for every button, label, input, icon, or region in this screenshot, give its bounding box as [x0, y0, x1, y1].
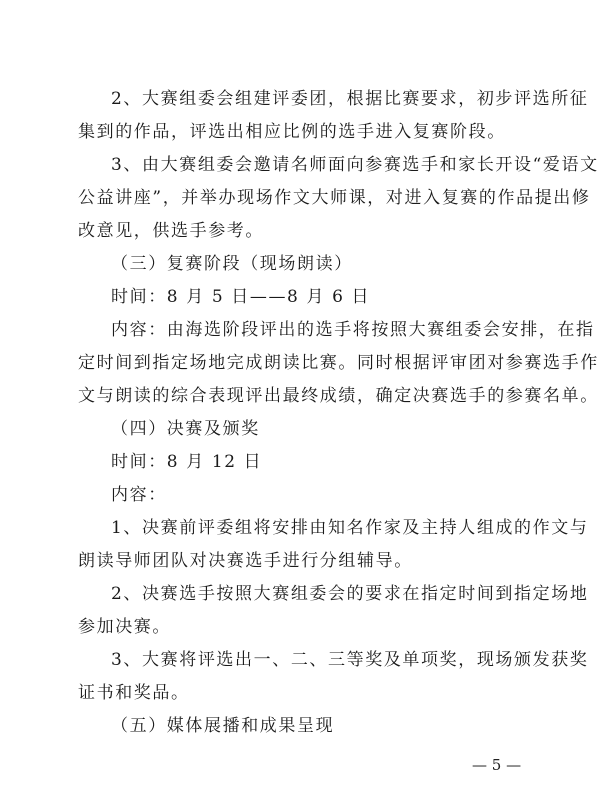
document-body: [78, 83, 599, 743]
page-number: — 5 —: [472, 756, 522, 774]
text-line: 证书和奖品。: [78, 683, 190, 703]
text-line: 内容：由海选阶段评出的选手将按照大赛组委会安排，在指: [111, 320, 595, 340]
text-line: 朗读导师团队对决赛选手进行分组辅导。: [78, 551, 413, 571]
text-line: 文与朗读的综合表现评出最终成绩，确定决赛选手的参赛名单。: [78, 386, 599, 406]
text-line: 公益讲座”，并举办现场作文大师课，对进入复赛的作品提出修: [78, 188, 591, 208]
section-heading-semifinal: （三）复赛阶段（现场朗读）: [111, 254, 353, 274]
text-line: 时间：8 月 12 日: [111, 452, 263, 472]
text-line: 3、大赛将评选出一、二、三等奖及单项奖，现场颁发获奖: [111, 650, 589, 670]
text-line: 集到的作品，评选出相应比例的选手进入复赛阶段。: [78, 122, 506, 142]
section-heading-final: （四）决赛及颁奖: [111, 419, 260, 439]
text-line: 定时间到指定场地完成朗读比赛。同时根据评审团对参赛选手作: [78, 353, 599, 373]
text-line: 2、决赛选手按照大赛组委会的要求在指定时间到指定场地: [111, 584, 589, 604]
section-heading-media: （五）媒体展播和成果呈现: [111, 716, 335, 736]
text-line: 2、大赛组委会组建评委团，根据比赛要求，初步评选所征: [111, 89, 589, 109]
text-line: 内容：: [111, 485, 167, 505]
text-line: 1、决赛前评委组将安排由知名作家及主持人组成的作文与: [111, 518, 589, 538]
text-line: 改意见，供选手参考。: [78, 221, 264, 241]
text-line: 参加决赛。: [78, 617, 171, 637]
text-line: 时间：8 月 5 日——8 月 6 日: [111, 287, 371, 307]
text-line: 3、由大赛组委会邀请名师面向参赛选手和家长开设“爱语文: [111, 155, 599, 175]
